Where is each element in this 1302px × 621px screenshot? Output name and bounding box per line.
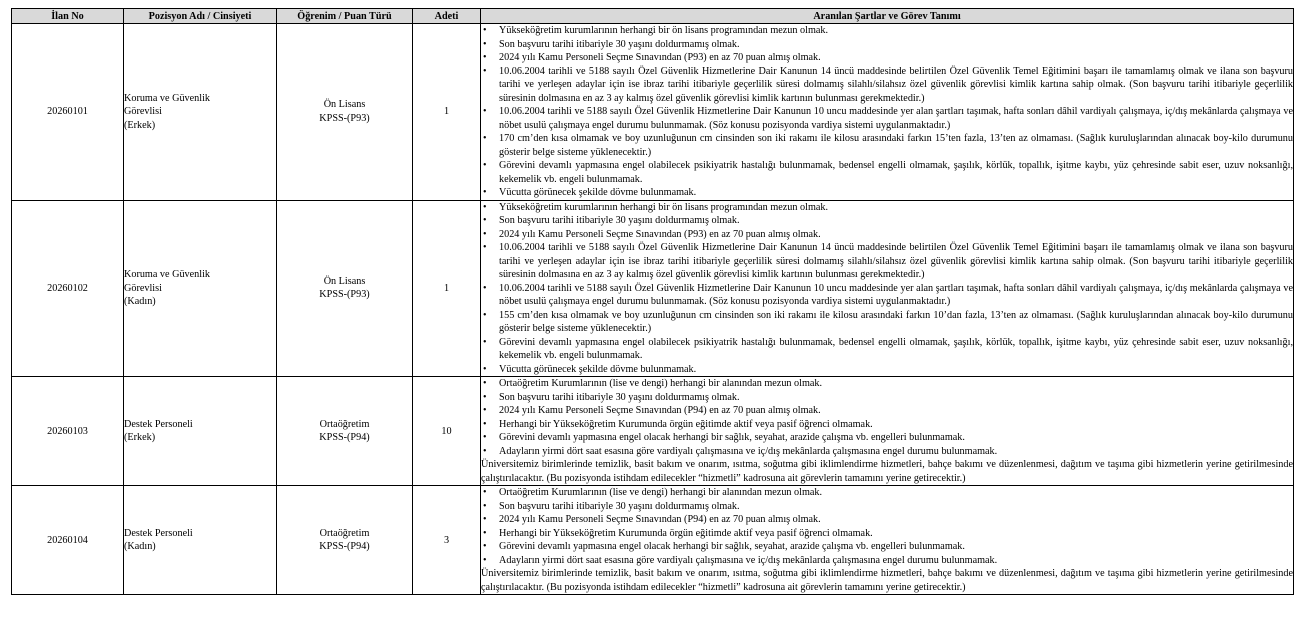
header-ilan-no: İlan No [12, 9, 124, 24]
requirement-item: • Yükseköğretim kurumlarının herhangi bir ön lisans programından mezun olmak. [481, 24, 1293, 38]
requirement-item: • 2024 yılı Kamu Personeli Seçme Sınavından (P94) en az 70 puan almış olmak. [481, 513, 1293, 527]
pozisyon-line: Koruma ve Güvenlik [124, 92, 211, 104]
adet-cell: 1 [413, 200, 481, 377]
adet-cell: 3 [413, 486, 481, 595]
table-row [12, 486, 1294, 595]
requirement-item: • 10.06.2004 tarihli ve 5188 sayılı Özel Güvenlik Hizmetlerine Dair Kanunun 10 uncu maddesinde yer alan şartları taşımak, hafta sonları dâhil vardiyalı çalışmaya, iç/dış mekânlarda çalışmaya ve nöbet usulü çalışmaya engel durumu bulunmamak. (Söz konusu pozisyonda vardiya sistemi uygulanmaktadır.) [481, 105, 1293, 132]
pozisyon-cell [124, 24, 277, 201]
requirement-item: • 2024 yılı Kamu Personeli Seçme Sınavından (P94) en az 70 puan almış olmak. [481, 404, 1293, 418]
ogrenim-line: KPSS-(P93) [319, 289, 370, 301]
requirement-item: • 10.06.2004 tarihli ve 5188 sayılı Özel Güvenlik Hizmetlerine Dair Kanunun 10 uncu maddesinde yer alan şartları taşımak, hafta sonları dâhil vardiyalı çalışmaya, iç/dış mekânlarda çalışmaya ve nöbet usulü çalışmaya engel durumu bulunmamak. (Söz konusu pozisyonda vardiya sistemi uygulanmaktadır.) [481, 282, 1293, 309]
adet-cell: 1 [413, 24, 481, 201]
ogrenim-line: Ön Lisans [323, 99, 366, 111]
ogrenim-line: KPSS-(P94) [319, 432, 370, 443]
ogrenim-line: Ortaöğretim [319, 418, 370, 430]
ogrenim-line: KPSS-(P93) [319, 112, 370, 124]
requirement-item: • Son başvuru tarihi itibariyle 30 yaşını doldurmamış olmak. [481, 38, 1293, 52]
requirement-list [481, 24, 1293, 200]
table-row [12, 200, 1294, 377]
requirement-item: • Görevini devamlı yapmasına engel olacak herhangi bir sağlık, seyahat, arazide çalışma vb. engelleri bulunmamak. [481, 540, 1293, 554]
ogrenim-cell [277, 24, 413, 201]
sartlar-cell [481, 200, 1294, 377]
requirement-item: • Yükseköğretim kurumlarının herhangi bir ön lisans programından mezun olmak. [481, 201, 1293, 215]
pozisyon-line: Görevlisi [124, 282, 162, 294]
requirement-item: • Herhangi bir Yükseköğretim Kurumunda örgün eğitimde aktif veya pasif öğrenci olmamak. [481, 418, 1293, 432]
requirement-item: • Adayların yirmi dört saat esasına göre vardiyalı çalışmasına ve iç/dış mekânlarda çalışmasına engel durumu bulunmamak. [481, 445, 1293, 459]
requirement-item: • 10.06.2004 tarihli ve 5188 sayılı Özel Güvenlik Hizmetlerine Dair Kanunun 14 üncü maddesinde belirtilen Özel Güvenlik Temel Eğitimini başarı ile tamamlamış olmak ve ilana son başvuru tarihi ve yerleşen adaylar için ise ibraz tarihi itibariyle geçerlilik süresi dolmamış silahlı/silahsız özel güvenlik görevlisi kimlik kartına sahip olmak. (Son başvuru tarihi itibariyle geçerlilik süresinin dolmasına en az 3 ay kalmış özel güvenlik görevlisi kimlik kartının bulunması gerekmektedir.) [481, 241, 1293, 282]
ilan-no-cell: 20260102 [12, 200, 124, 377]
requirement-item: • Son başvuru tarihi itibariyle 30 yaşını doldurmamış olmak. [481, 214, 1293, 228]
sartlar-cell [481, 24, 1294, 201]
requirement-item: • Ortaöğretim Kurumlarının (lise ve dengi) herhangi bir alanından mezun olmak. [481, 486, 1293, 500]
requirement-item: • Son başvuru tarihi itibariyle 30 yaşını doldurmamış olmak. [481, 500, 1293, 514]
pozisyon-line: (Erkek) [124, 119, 156, 131]
requirement-item: • Görevini devamlı yapmasına engel olacak herhangi bir sağlık, seyahat, arazide çalışma vb. engelleri bulunmamak. [481, 431, 1293, 445]
table-header-row [12, 9, 1294, 24]
ogrenim-cell [277, 486, 413, 595]
pozisyon-line: Destek Personeli [124, 418, 193, 430]
requirement-item: • 2024 yılı Kamu Personeli Seçme Sınavından (P93) en az 70 puan almış olmak. [481, 228, 1293, 242]
requirement-list [481, 486, 1293, 567]
requirement-item: • 170 cm’den kısa olmamak ve boy uzunluğunun cm cinsinden son iki rakamı ile kilosu arasındaki farkın 15’ten fazla, 13’ten az olmaması. (Sağlık kuruluşlarından alınacak boy-kilo durumunu gösterir belge sisteme yüklenecektir.) [481, 132, 1293, 159]
requirement-item: • Herhangi bir Yükseköğretim Kurumunda örgün eğitimde aktif veya pasif öğrenci olmamak. [481, 527, 1293, 541]
job-listings-table [11, 8, 1294, 595]
pozisyon-line: Koruma ve Güvenlik [124, 269, 211, 280]
requirement-item: • 2024 yılı Kamu Personeli Seçme Sınavından (P93) en az 70 puan almış olmak. [481, 51, 1293, 65]
requirement-item: • Vücutta görünecek şekilde dövme bulunmamak. [481, 363, 1293, 377]
table-row [12, 377, 1294, 486]
sartlar-cell [481, 377, 1294, 486]
ilan-no-cell: 20260103 [12, 377, 124, 486]
job-description-note: Üniversitemiz birimlerinde temizlik, basit bakım ve onarım, ısıtma, soğutma gibi iklimlendirme hizmetleri, bahçe bakımı ve düzenlenmesi, dağıtım ve taşıma gibi hizmetlerin yerine getirilmesinde çalıştırılacaktır. (Bu pozisyonda istihdam edilecekler “hizmetli” kadrosuna ait görevlerin tamamını yerine getirecektir.) [481, 568, 1293, 593]
pozisyon-cell [124, 486, 277, 595]
ogrenim-cell [277, 200, 413, 377]
ogrenim-line: Ortaöğretim [319, 527, 370, 539]
table-row [12, 24, 1294, 201]
requirement-item: • Son başvuru tarihi itibariyle 30 yaşını doldurmamış olmak. [481, 391, 1293, 405]
ogrenim-line: Ön Lisans [323, 275, 366, 287]
table-body [12, 24, 1294, 595]
pozisyon-line: Destek Personeli [124, 527, 193, 539]
requirement-item: • 10.06.2004 tarihli ve 5188 sayılı Özel Güvenlik Hizmetlerine Dair Kanunun 14 üncü maddesinde belirtilen Özel Güvenlik Temel Eğitimini başarı ile tamamlamış olmak ve ilana son başvuru tarihi ve yerleşen adaylar için ise ibraz tarihi itibariyle geçerlilik süresi dolmamış silahlı/silahsız özel güvenlik görevlisi kimlik kartına sahip olmak. (Son başvuru tarihi itibariyle geçerlilik süresinin dolmasına en az 3 ay kalmış özel güvenlik görevlisi kimlik kartının bulunması gerekmektedir.) [481, 65, 1293, 106]
header-ogrenim: Öğrenim / Puan Türü [277, 9, 413, 24]
pozisyon-line: (Kadın) [124, 296, 156, 307]
requirement-item: • Görevini devamlı yapmasına engel olabilecek psikiyatrik hastalığı bulunmamak, bedensel engelli olmamak, şaşılık, körlük, topallık, işitme kaybı, yüz çehresinde sabit eser, uzuv noksanlığı, kekemelik vb. engeli bulunmamak. [481, 159, 1293, 186]
header-adet: Adeti [413, 9, 481, 24]
requirement-item: • 155 cm’den kısa olmamak ve boy uzunluğunun cm cinsinden son iki rakamı ile kilosu arasındaki farkın 10’dan fazla, 13’ten az olmaması. (Sağlık kuruluşlarından alınacak boy-kilo durumunu gösterir belge sisteme yüklenecektir.) [481, 309, 1293, 336]
job-description-note: Üniversitemiz birimlerinde temizlik, basit bakım ve onarım, ısıtma, soğutma gibi iklimlendirme hizmetleri, bahçe bakımı ve düzenlenmesi, dağıtım ve taşıma gibi hizmetlerin yerine getirilmesinde çalıştırılacaktır. (Bu pozisyonda istihdam edilecekler “hizmetli” kadrosuna ait görevlerin tamamını yerine getirecektir.) [481, 459, 1293, 484]
ilan-no-cell: 20260104 [12, 486, 124, 595]
pozisyon-cell [124, 200, 277, 377]
ogrenim-cell [277, 377, 413, 486]
ilan-no-cell: 20260101 [12, 24, 124, 201]
pozisyon-cell [124, 377, 277, 486]
sartlar-cell [481, 486, 1294, 595]
requirement-list [481, 377, 1293, 458]
requirement-item: • Vücutta görünecek şekilde dövme bulunmamak. [481, 186, 1293, 200]
ogrenim-line: KPSS-(P94) [319, 541, 370, 552]
pozisyon-line: (Erkek) [124, 432, 156, 443]
requirement-item: • Adayların yirmi dört saat esasına göre vardiyalı çalışmasına ve iç/dış mekânlarda çalışmasına engel durumu bulunmamak. [481, 554, 1293, 568]
requirement-item: • Görevini devamlı yapmasına engel olabilecek psikiyatrik hastalığı bulunmamak, bedensel engelli olmamak, şaşılık, körlük, topallık, işitme kaybı, yüz çehresinde sabit eser, uzuv noksanlığı, kekemelik vb. engeli bulunmamak. [481, 336, 1293, 363]
header-pozisyon: Pozisyon Adı / Cinsiyeti [124, 9, 277, 24]
header-sartlar: Aranılan Şartlar ve Görev Tanımı [481, 9, 1294, 24]
pozisyon-line: Görevlisi [124, 106, 162, 117]
requirement-item: • Ortaöğretim Kurumlarının (lise ve dengi) herhangi bir alanından mezun olmak. [481, 377, 1293, 391]
requirement-list [481, 201, 1293, 377]
pozisyon-line: (Kadın) [124, 541, 156, 552]
adet-cell: 10 [413, 377, 481, 486]
